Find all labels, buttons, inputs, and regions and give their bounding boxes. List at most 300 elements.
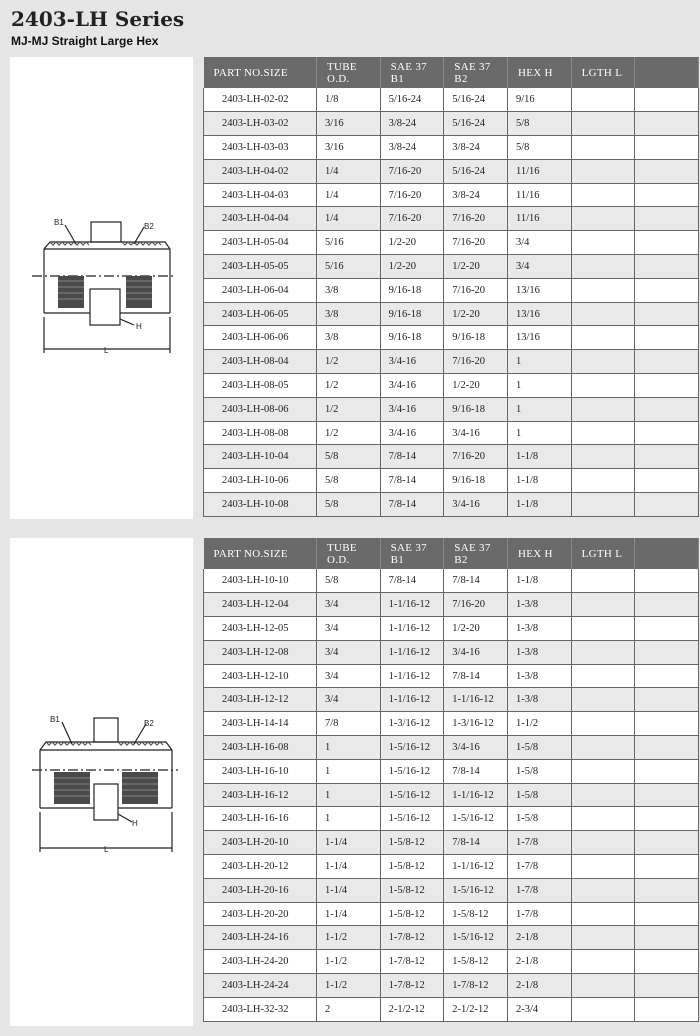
table-cell: 2403-LH-16-12: [204, 783, 317, 807]
table-cell: 13/16: [507, 326, 571, 350]
table-cell: 9/16-18: [444, 397, 508, 421]
table-cell: [635, 902, 699, 926]
table-cell: 2403-LH-10-06: [204, 469, 317, 493]
table-cell: 7/16-20: [380, 159, 444, 183]
table-cell: 1/2-20: [444, 302, 508, 326]
table-cell: 1/2: [316, 374, 380, 398]
table-cell: 1-1/16-12: [444, 688, 508, 712]
table-cell: 1-1/4: [316, 831, 380, 855]
table-cell: 1-5/8-12: [380, 902, 444, 926]
table-cell: 1-5/8-12: [444, 950, 508, 974]
table-cell: 1/4: [316, 183, 380, 207]
table-cell: 2403-LH-24-20: [204, 950, 317, 974]
table-row: [204, 855, 699, 879]
table-cell: 2-1/8: [507, 926, 571, 950]
table-cell: 2403-LH-06-04: [204, 278, 317, 302]
table-cell: 7/16-20: [444, 593, 508, 617]
table-cell: 2403-LH-12-05: [204, 617, 317, 641]
page-title: 2403-LH Series: [11, 7, 185, 31]
table-cell: 1-5/16-12: [380, 807, 444, 831]
col-header-extra: [635, 538, 699, 569]
table-cell: [571, 688, 635, 712]
table-cell: [635, 326, 699, 350]
table-row: [204, 569, 699, 593]
table-cell: 1-7/8: [507, 855, 571, 879]
table-cell: 7/16-20: [380, 207, 444, 231]
table-cell: 1-3/16-12: [380, 712, 444, 736]
table-row: [204, 878, 699, 902]
table-cell: 1-7/8-12: [380, 974, 444, 998]
table-cell: 2403-LH-12-04: [204, 593, 317, 617]
table-cell: [635, 469, 699, 493]
table-cell: 1-5/8-12: [444, 902, 508, 926]
table-cell: 1: [507, 374, 571, 398]
table-row: [204, 759, 699, 783]
table-cell: [571, 421, 635, 445]
table-cell: 3/4: [507, 255, 571, 279]
table-cell: 2403-LH-08-05: [204, 374, 317, 398]
table-cell: 1-1/2: [316, 974, 380, 998]
table-cell: [571, 640, 635, 664]
table-cell: 3/8-24: [444, 136, 508, 160]
table-cell: [571, 207, 635, 231]
table-cell: [635, 617, 699, 641]
table-cell: [635, 831, 699, 855]
table-cell: [571, 374, 635, 398]
col-header-extra: [635, 57, 699, 88]
table-cell: 7/8-14: [444, 831, 508, 855]
table-cell: [635, 807, 699, 831]
table-cell: [571, 493, 635, 517]
table-cell: 1: [316, 736, 380, 760]
table-row: [204, 640, 699, 664]
table-cell: 5/8: [316, 469, 380, 493]
table-cell: 1-1/2: [316, 926, 380, 950]
table-cell: 3/4-16: [380, 350, 444, 374]
table-cell: 3/4: [316, 688, 380, 712]
col-header-sae-b2: SAE 37 B2: [444, 57, 508, 88]
table-cell: 1-1/16-12: [380, 640, 444, 664]
col-header-sae-b1: SAE 37 B1: [380, 538, 444, 569]
table-cell: 1/2: [316, 421, 380, 445]
table-row: [204, 136, 699, 160]
table-cell: 1: [507, 397, 571, 421]
table-row: [204, 112, 699, 136]
table-cell: [571, 350, 635, 374]
table-cell: 3/4-16: [444, 493, 508, 517]
label-b1: B1: [50, 715, 60, 724]
table-cell: 1-7/8-12: [380, 926, 444, 950]
table-cell: [571, 302, 635, 326]
col-header-tube-od: TUBE O.D.: [316, 57, 380, 88]
table-row: [204, 807, 699, 831]
table-cell: 7/8-14: [380, 569, 444, 593]
table-cell: 3/4: [316, 664, 380, 688]
table-cell: 1-1/8: [507, 569, 571, 593]
table-cell: 1-5/16-12: [380, 759, 444, 783]
table-cell: 1-1/8: [507, 493, 571, 517]
table-cell: [571, 664, 635, 688]
table-cell: 1/2: [316, 397, 380, 421]
table-row: [204, 617, 699, 641]
table-cell: 2-1/2-12: [380, 997, 444, 1021]
table-cell: [571, 831, 635, 855]
table-cell: 1-3/16-12: [444, 712, 508, 736]
page-subtitle: MJ-MJ Straight Large Hex: [11, 34, 159, 48]
panel-2: [10, 538, 692, 1026]
table-cell: 7/8-14: [444, 569, 508, 593]
table-cell: [635, 712, 699, 736]
table-cell: 3/16: [316, 136, 380, 160]
fitting-diagram-icon: [10, 538, 193, 1026]
table-cell: 5/16-24: [444, 88, 508, 112]
table-row: [204, 88, 699, 112]
table-cell: 1-5/16-12: [444, 807, 508, 831]
table-cell: 9/16-18: [380, 302, 444, 326]
col-header-length: LGTH L: [571, 57, 635, 88]
spec-table-2: [203, 538, 699, 1022]
table-cell: 2-3/4: [507, 997, 571, 1021]
table-cell: [571, 469, 635, 493]
table-cell: [571, 255, 635, 279]
table-cell: [635, 664, 699, 688]
table-cell: [635, 159, 699, 183]
table-cell: 1-3/8: [507, 688, 571, 712]
panel-1: [10, 57, 692, 519]
table-cell: [571, 569, 635, 593]
table-cell: 1-1/16-12: [444, 783, 508, 807]
table-cell: 2403-LH-32-32: [204, 997, 317, 1021]
table-row: [204, 326, 699, 350]
table-cell: 7/8-14: [380, 445, 444, 469]
table-cell: 1-1/16-12: [380, 593, 444, 617]
table-cell: [635, 183, 699, 207]
table-row: [204, 736, 699, 760]
table-cell: [635, 736, 699, 760]
table-cell: 1: [316, 759, 380, 783]
table-cell: 7/16-20: [444, 207, 508, 231]
label-b2: B2: [144, 719, 154, 728]
table-cell: 1/8: [316, 88, 380, 112]
table-cell: 1/2-20: [444, 617, 508, 641]
table-cell: 1-7/8-12: [444, 974, 508, 998]
table-cell: 1: [507, 421, 571, 445]
table-row: [204, 688, 699, 712]
col-header-hex: HEX H: [507, 57, 571, 88]
fitting-diagram-icon: [10, 57, 193, 519]
table-row: [204, 831, 699, 855]
table-cell: [571, 712, 635, 736]
table-cell: 2403-LH-20-20: [204, 902, 317, 926]
table-cell: [571, 593, 635, 617]
col-header-sae-b1: SAE 37 B1: [380, 57, 444, 88]
table-cell: 1-5/8: [507, 807, 571, 831]
table-cell: 2403-LH-04-03: [204, 183, 317, 207]
table-cell: 3/8-24: [444, 183, 508, 207]
table-cell: 13/16: [507, 302, 571, 326]
table-cell: [635, 997, 699, 1021]
table-cell: 7/16-20: [444, 231, 508, 255]
table-cell: 9/16-18: [444, 326, 508, 350]
table-cell: 3/8: [316, 326, 380, 350]
table-cell: 1-5/16-12: [380, 736, 444, 760]
table-cell: 1-1/4: [316, 902, 380, 926]
table-row: [204, 493, 699, 517]
table-cell: [635, 878, 699, 902]
table-cell: [571, 445, 635, 469]
table-row: [204, 302, 699, 326]
table-row: [204, 593, 699, 617]
table-cell: 3/8-24: [380, 112, 444, 136]
table-cell: [635, 350, 699, 374]
label-l: L: [104, 845, 109, 854]
table-cell: 2403-LH-03-02: [204, 112, 317, 136]
table-cell: 2-1/8: [507, 974, 571, 998]
table-cell: 9/16-18: [380, 278, 444, 302]
table-cell: 2403-LH-16-10: [204, 759, 317, 783]
table-cell: [571, 807, 635, 831]
table-cell: 1/2: [316, 350, 380, 374]
table-cell: 2403-LH-12-12: [204, 688, 317, 712]
table-cell: 3/8: [316, 278, 380, 302]
table-cell: [571, 950, 635, 974]
col-header-part-no: PART NO.SIZE: [204, 57, 317, 88]
table-row: [204, 974, 699, 998]
table-cell: 1-3/8: [507, 664, 571, 688]
table-cell: 5/8: [316, 445, 380, 469]
table-cell: 3/4: [316, 617, 380, 641]
table-cell: 7/8-14: [380, 493, 444, 517]
table-cell: 2403-LH-08-04: [204, 350, 317, 374]
table-cell: 2403-LH-06-05: [204, 302, 317, 326]
table-row: [204, 255, 699, 279]
table-cell: [635, 926, 699, 950]
table-cell: 5/16-24: [444, 159, 508, 183]
table-cell: 2-1/8: [507, 950, 571, 974]
table-cell: 1-5/8-12: [380, 855, 444, 879]
table-cell: [635, 493, 699, 517]
table-cell: [635, 688, 699, 712]
col-header-tube-od: TUBE O.D.: [316, 538, 380, 569]
table-cell: 2403-LH-04-04: [204, 207, 317, 231]
table-cell: 2403-LH-12-10: [204, 664, 317, 688]
table-cell: 1-1/8: [507, 445, 571, 469]
table-cell: [571, 997, 635, 1021]
table-cell: 5/8: [316, 493, 380, 517]
table-cell: [635, 207, 699, 231]
table-cell: [635, 950, 699, 974]
table-cell: 1: [507, 350, 571, 374]
table-row: [204, 350, 699, 374]
label-b2: B2: [144, 222, 154, 231]
table-cell: 13/16: [507, 278, 571, 302]
table-cell: [571, 231, 635, 255]
table-cell: 2403-LH-05-05: [204, 255, 317, 279]
spec-table: [203, 538, 699, 1022]
fitting-drawing: [10, 538, 193, 1026]
table-cell: [571, 397, 635, 421]
table-cell: 2403-LH-08-08: [204, 421, 317, 445]
table-cell: 7/16-20: [444, 350, 508, 374]
spec-table: [203, 57, 699, 517]
table-cell: 5/16-24: [380, 88, 444, 112]
table-cell: 1-1/16-12: [380, 664, 444, 688]
table-row: [204, 469, 699, 493]
table-cell: [635, 136, 699, 160]
table-cell: [571, 736, 635, 760]
table-cell: 5/8: [316, 569, 380, 593]
table-row: [204, 445, 699, 469]
table-cell: 2403-LH-05-04: [204, 231, 317, 255]
table-cell: 3/4-16: [444, 736, 508, 760]
table-row: [204, 397, 699, 421]
table-cell: 3/4: [316, 593, 380, 617]
table-cell: 1-1/16-12: [444, 855, 508, 879]
table-cell: [571, 88, 635, 112]
table-cell: [571, 159, 635, 183]
table-cell: 9/16: [507, 88, 571, 112]
table-cell: [635, 640, 699, 664]
table-cell: [635, 112, 699, 136]
table-cell: 3/4: [316, 640, 380, 664]
table-cell: [635, 302, 699, 326]
label-h: H: [132, 819, 138, 828]
table-cell: 1-1/4: [316, 878, 380, 902]
table-row: [204, 926, 699, 950]
table-cell: 1-5/8: [507, 783, 571, 807]
label-h: H: [136, 322, 142, 331]
table-cell: [571, 902, 635, 926]
fitting-drawing: [10, 57, 193, 519]
table-cell: [571, 878, 635, 902]
table-cell: 1-5/8-12: [380, 831, 444, 855]
table-row: [204, 421, 699, 445]
table-cell: [635, 278, 699, 302]
table-row: [204, 183, 699, 207]
table-cell: 2: [316, 997, 380, 1021]
table-cell: 1-1/16-12: [380, 617, 444, 641]
table-cell: 11/16: [507, 159, 571, 183]
table-cell: 2403-LH-20-12: [204, 855, 317, 879]
table-cell: [635, 569, 699, 593]
table-cell: 1-1/4: [316, 855, 380, 879]
table-cell: 1-5/8: [507, 759, 571, 783]
table-cell: 1/2-20: [444, 255, 508, 279]
table-cell: 2403-LH-10-04: [204, 445, 317, 469]
table-cell: 7/8-14: [380, 469, 444, 493]
table-cell: 9/16-18: [380, 326, 444, 350]
table-cell: [635, 783, 699, 807]
table-cell: 1-7/8: [507, 831, 571, 855]
table-cell: 3/4-16: [444, 421, 508, 445]
table-cell: 5/16: [316, 255, 380, 279]
table-cell: 2403-LH-04-02: [204, 159, 317, 183]
table-cell: 2403-LH-08-06: [204, 397, 317, 421]
table-cell: 1-1/16-12: [380, 688, 444, 712]
table-cell: [635, 231, 699, 255]
table-row: [204, 783, 699, 807]
table-cell: [635, 445, 699, 469]
table-cell: [571, 926, 635, 950]
table-cell: 2403-LH-06-06: [204, 326, 317, 350]
table-cell: 1/2-20: [380, 231, 444, 255]
table-cell: 7/8-14: [444, 664, 508, 688]
table-cell: [571, 974, 635, 998]
table-cell: [635, 855, 699, 879]
table-cell: 5/16: [316, 231, 380, 255]
col-header-part-no: PART NO.SIZE: [204, 538, 317, 569]
table-cell: 1-5/8-12: [380, 878, 444, 902]
table-cell: [571, 112, 635, 136]
table-cell: 2403-LH-16-16: [204, 807, 317, 831]
table-cell: 3/4-16: [380, 397, 444, 421]
table-cell: 2403-LH-10-10: [204, 569, 317, 593]
table-cell: 2403-LH-20-10: [204, 831, 317, 855]
table-cell: 3/4: [507, 231, 571, 255]
table-cell: 5/16-24: [444, 112, 508, 136]
table-cell: 11/16: [507, 183, 571, 207]
table-cell: 2403-LH-02-02: [204, 88, 317, 112]
table-cell: 1: [316, 807, 380, 831]
table-cell: [571, 783, 635, 807]
table-cell: 1: [316, 783, 380, 807]
table-cell: 3/8-24: [380, 136, 444, 160]
table-cell: 5/8: [507, 112, 571, 136]
table-cell: [635, 397, 699, 421]
table-cell: 3/16: [316, 112, 380, 136]
table-cell: 1-7/8-12: [380, 950, 444, 974]
col-header-hex: HEX H: [507, 538, 571, 569]
table-cell: 1-1/2: [507, 712, 571, 736]
table-row: [204, 950, 699, 974]
table-cell: [571, 183, 635, 207]
table-cell: 7/8-14: [444, 759, 508, 783]
table-cell: 2403-LH-10-08: [204, 493, 317, 517]
table-row: [204, 997, 699, 1021]
table-cell: [635, 974, 699, 998]
table-cell: 3/8: [316, 302, 380, 326]
table-cell: 2403-LH-16-08: [204, 736, 317, 760]
table-cell: 1-3/8: [507, 593, 571, 617]
table-cell: 1/2-20: [444, 374, 508, 398]
table-row: [204, 664, 699, 688]
table-cell: [635, 88, 699, 112]
table-cell: [635, 255, 699, 279]
table-cell: [571, 136, 635, 160]
label-l: L: [104, 346, 109, 355]
table-cell: 1/4: [316, 207, 380, 231]
table-row: [204, 278, 699, 302]
table-cell: 1-5/16-12: [444, 926, 508, 950]
table-cell: 2403-LH-24-16: [204, 926, 317, 950]
table-cell: 1/2-20: [380, 255, 444, 279]
col-header-length: LGTH L: [571, 538, 635, 569]
table-cell: 1-5/16-12: [444, 878, 508, 902]
table-cell: 2-1/2-12: [444, 997, 508, 1021]
table-row: [204, 712, 699, 736]
table-cell: [635, 593, 699, 617]
table-cell: 1-1/8: [507, 469, 571, 493]
table-cell: [571, 759, 635, 783]
table-row: [204, 207, 699, 231]
table-cell: 9/16-18: [444, 469, 508, 493]
table-cell: [571, 326, 635, 350]
table-cell: [571, 617, 635, 641]
col-header-sae-b2: SAE 37 B2: [444, 538, 508, 569]
table-cell: [571, 278, 635, 302]
table-cell: 3/4-16: [380, 374, 444, 398]
table-cell: 7/16-20: [380, 183, 444, 207]
